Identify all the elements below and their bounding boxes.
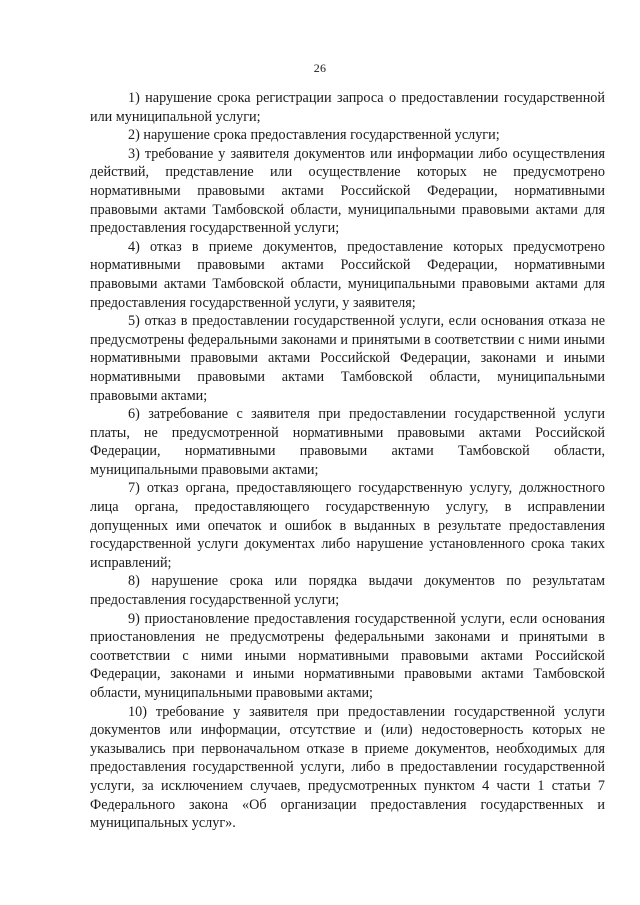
list-item-9: 9) приостановление предоставления государственной услуги, если основания приостановления не предусмотрены федеральными законами и принятыми в соответствии с ними иными нормативными правовыми актами Российской Федерации, законами и иными нормативными правовыми актами Тамбовской области, муниципальными правовыми актами; <box>90 610 605 701</box>
document-body <box>90 89 605 833</box>
list-item-7: 7) отказ органа, предоставляющего государственную услугу, должностного лица органа, предоставляющего государственную услугу, в исправлении допущенных ими опечаток и ошибок в выданных в результате предоставления государственной услуги документах либо нарушение установленного срока таких исправлений; <box>90 480 605 571</box>
list-item-8: 8) нарушение срока или порядка выдачи документов по результатам предоставления государственной услуги; <box>90 573 605 609</box>
list-item-10: 10) требование у заявителя при предоставлении государственной услуги документов или информации, отсутствие и (или) недостоверность которых не указывались при первоначальном отказе в приеме документов, необходимых для предоставления государственной услуги, либо в предоставлении государственной услуги, за исключением случаев, предусмотренных пунктом 4 части 1 статьи 7 Федерального закона «Об организации предоставления государственных и муниципальных услуг». <box>90 703 605 832</box>
list-item-1: 1) нарушение срока регистрации запроса о предоставлении государственной или муниципальной услуги; <box>90 90 605 125</box>
list-item-3: 3) требование у заявителя документов или информации либо осуществления действий, представление или осуществление которых не предусмотрено нормативными правовыми актами Российской Федерации, нормативными правовыми актами Тамбовской области, муниципальными правовыми актами для предоставления государственной услуги; <box>90 145 605 237</box>
page-number: 26 <box>313 61 327 75</box>
list-item-5: 5) отказ в предоставлении государственной услуги, если основания отказа не предусмотрены федеральными законами и принятыми в соответствии с ними иными нормативными правовыми актами Российской Федерации, законами и иными нормативными правовыми актами Тамбовской области, муниципальными правовыми актами; <box>90 313 605 404</box>
list-item-2: 2) нарушение срока предоставления государственной услуги; <box>128 127 500 144</box>
list-item-4: 4) отказ в приеме документов, предоставление которых предусмотрено нормативными правовыми актами Российской Федерации, нормативными правовыми актами Тамбовской области, муниципальными правовыми актами для предоставления государственной услуги, у заявителя; <box>90 238 605 311</box>
list-item-6: 6) затребование с заявителя при предоставлении государственной услуги платы, не предусмотренной нормативными правовыми актами Российской Федерации, нормативными правовыми актами Тамбовской области, муниципальными правовыми актами; <box>90 406 605 478</box>
